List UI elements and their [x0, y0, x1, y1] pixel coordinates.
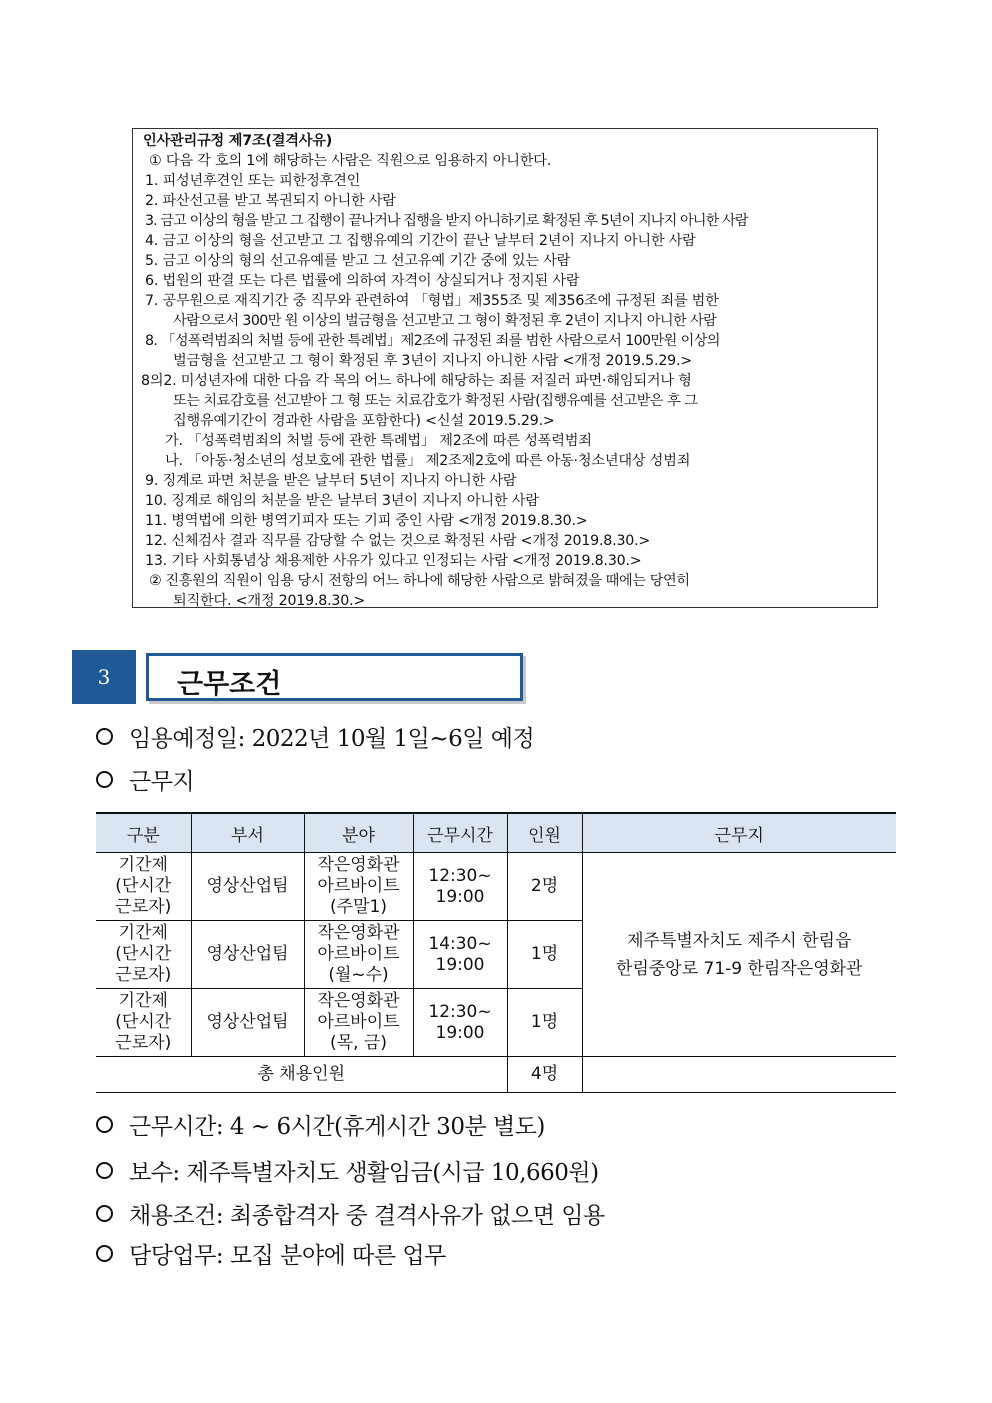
type-cell — [96, 989, 191, 1057]
field-cell — [304, 853, 413, 921]
section-title-box — [146, 653, 523, 701]
regulation-line: 퇴직한다. <개정 2019.8.30.> — [173, 593, 366, 609]
regulation-line: 5. 금고 이상의 형의 선고유예를 받고 그 선고유예 기간 중에 있는 사람 — [145, 253, 571, 269]
bullet-text: 보수: 제주특별자치도 생활임금(시급 10,660원) — [129, 1160, 599, 1186]
cell-text: (목, 금) — [330, 1033, 387, 1053]
circle-bullet-icon — [96, 1116, 113, 1133]
field-cell — [304, 989, 413, 1057]
bullet-text: 근무지 — [129, 769, 195, 795]
type-cell — [96, 921, 191, 989]
regulation-box — [132, 128, 878, 608]
regulation-line: 4. 금고 이상의 형을 선고받고 그 집행유예의 기간이 끝난 날부터 2년이 지나지 아니한 사람 — [145, 233, 696, 249]
type-cell — [96, 853, 191, 921]
section-title: 근무조건 — [177, 669, 282, 700]
dept-cell: 영상산업팀 — [191, 921, 304, 989]
regulation-line: 2. 파산선고를 받고 복권되지 아니한 사람 — [145, 193, 396, 209]
cell-text: 작은영화관 — [317, 991, 400, 1011]
regulation-line: 3. 금고 이상의 형을 받고 그 집행이 끝나거나 집행을 받지 아니하기로 확정된 후 5년이 지나지 아니한 사람 — [145, 213, 748, 229]
section-number: 3 — [72, 650, 136, 704]
cell-text: 아르바이트 — [317, 944, 400, 964]
regulation-line: 9. 징계로 파면 처분을 받은 날부터 5년이 지나지 아니한 사람 — [145, 473, 517, 489]
cell-text: (주말1) — [330, 897, 387, 917]
count-cell: 2명 — [507, 853, 582, 921]
cell-text: 기간제 — [118, 991, 168, 1011]
column-header: 근무지 — [582, 813, 896, 853]
time-cell — [413, 853, 507, 921]
bullet-conditions — [96, 1197, 605, 1230]
location-cell — [582, 853, 896, 1057]
total-count-cell: 4명 — [507, 1057, 582, 1093]
cell-text: 아르바이트 — [317, 1012, 400, 1032]
cell-text: 12:30~ — [428, 1001, 492, 1022]
cell-text: 기간제 — [118, 855, 168, 875]
circle-bullet-icon — [96, 1162, 113, 1179]
bullet-duties — [96, 1237, 446, 1270]
time-cell — [413, 989, 507, 1057]
regulation-line: 집행유예기간이 경과한 사람을 포함한다) <신설 2019.5.29.> — [173, 413, 555, 429]
time-cell — [413, 921, 507, 989]
bullet-hours — [96, 1108, 545, 1141]
cell-text: (월~수) — [328, 965, 389, 985]
field-cell — [304, 921, 413, 989]
regulation-line: 사람으로서 300만 원 이상의 벌금형을 선고받고 그 형이 확정된 후 2년이 지나지 아니한 사람 — [173, 313, 717, 329]
bullet-start-date — [96, 720, 534, 753]
dept-cell: 영상산업팀 — [191, 989, 304, 1057]
column-header: 분야 — [304, 813, 413, 853]
column-header: 근무시간 — [413, 813, 507, 853]
work-conditions-table — [96, 812, 896, 1093]
circle-bullet-icon — [96, 771, 113, 788]
column-header: 구분 — [96, 813, 191, 853]
circle-bullet-icon — [96, 1205, 113, 1222]
column-header: 부서 — [191, 813, 304, 853]
cell-text: 19:00 — [435, 886, 485, 907]
regulation-line: 13. 기타 사회통념상 채용제한 사유가 있다고 인정되는 사람 <개정 2019.8.30.> — [145, 553, 642, 569]
regulation-line: 11. 병역법에 의한 병역기피자 또는 기피 중인 사람 <개정 2019.8.30.> — [145, 513, 588, 529]
column-header: 인원 — [507, 813, 582, 853]
regulation-line: 나. 「아동·청소년의 성보호에 관한 법률」 제2조제2호에 따른 아동·청소년대상 성범죄 — [165, 453, 691, 469]
regulation-line: 6. 법원의 판결 또는 다른 법률에 의하여 자격이 상실되거나 정지된 사람 — [145, 273, 580, 289]
table-total-row — [96, 1057, 896, 1093]
bullet-text: 임용예정일: 2022년 10월 1일~6일 예정 — [129, 726, 535, 752]
dept-cell: 영상산업팀 — [191, 853, 304, 921]
regulation-line: 벌금형을 선고받고 그 형이 확정된 후 3년이 지나지 아니한 사람 <개정 2019.5.29.> — [173, 353, 692, 369]
regulation-line: 1. 피성년후견인 또는 피한정후견인 — [145, 173, 361, 189]
cell-text: 14:30~ — [428, 933, 492, 954]
circle-bullet-icon — [96, 728, 113, 745]
cell-text: 근로자) — [115, 897, 172, 917]
circle-bullet-icon — [96, 1245, 113, 1262]
cell-text: 기간제 — [118, 923, 168, 943]
cell-text: 근로자) — [115, 1033, 172, 1053]
regulation-line: 가. 「성폭력범죄의 처벌 등에 관한 특례법」 제2조에 따른 성폭력범죄 — [165, 433, 592, 449]
table-row — [96, 853, 896, 921]
cell-text: 아르바이트 — [317, 876, 400, 896]
cell-text: 작은영화관 — [317, 923, 400, 943]
cell-text: 근로자) — [115, 965, 172, 985]
cell-text: 12:30~ — [428, 865, 492, 886]
cell-text: 19:00 — [435, 954, 485, 975]
regulation-line: 10. 징계로 해임의 처분을 받은 날부터 3년이 지나지 아니한 사람 — [145, 493, 539, 509]
empty-cell — [582, 1057, 896, 1093]
cell-text: (단시간 — [115, 944, 172, 964]
cell-text: 19:00 — [435, 1022, 485, 1043]
bullet-text: 근무시간: 4 ~ 6시간(휴게시간 30분 별도) — [129, 1114, 545, 1140]
regulation-line: 또는 치료감호를 선고받아 그 형 또는 치료감호가 확정된 사람(집행유예를 선고받은 후 그 — [173, 393, 698, 409]
regulation-title: 인사관리규정 제7조(결격사유) — [143, 133, 333, 149]
cell-text: (단시간 — [115, 1012, 172, 1032]
table-header-row — [96, 813, 896, 853]
bullet-workplace — [96, 763, 194, 796]
regulation-line: ① 다음 각 호의 1에 해당하는 사람은 직원으로 임용하지 아니한다. — [149, 153, 552, 169]
regulation-line: ② 진흥원의 직원이 임용 당시 전항의 어느 하나에 해당한 사람으로 밝혀졌을 때에는 당연히 — [149, 573, 690, 589]
cell-text: 제주특별자치도 제주시 한림읍 — [627, 930, 852, 951]
regulation-line: 7. 공무원으로 재직기간 중 직무와 관련하여 「형법」제355조 및 제356조에 규정된 죄를 범한 — [145, 293, 719, 309]
bullet-text: 담당업무: 모집 분야에 따른 업무 — [129, 1243, 446, 1269]
regulation-line: 8. 「성폭력범죄의 처벌 등에 관한 특례법」제2조에 규정된 죄를 범한 사람으로서 100만원 이상의 — [145, 333, 720, 349]
regulation-line: 12. 신체검사 결과 직무를 감당할 수 없는 것으로 확정된 사람 <개정 2019.8.30.> — [145, 533, 651, 549]
cell-text: (단시간 — [115, 876, 172, 896]
cell-text: 작은영화관 — [317, 855, 400, 875]
count-cell: 1명 — [507, 989, 582, 1057]
bullet-pay — [96, 1154, 599, 1187]
total-label-cell: 총 채용인원 — [96, 1057, 507, 1093]
regulation-line: 8의2. 미성년자에 대한 다음 각 목의 어느 하나에 해당하는 죄를 저질러 파면·해임되거나 형 — [141, 373, 692, 389]
count-cell: 1명 — [507, 921, 582, 989]
bullet-text: 채용조건: 최종합격자 중 결격사유가 없으면 임용 — [129, 1203, 605, 1229]
cell-text: 한림중앙로 71-9 한림작은영화관 — [616, 958, 863, 979]
